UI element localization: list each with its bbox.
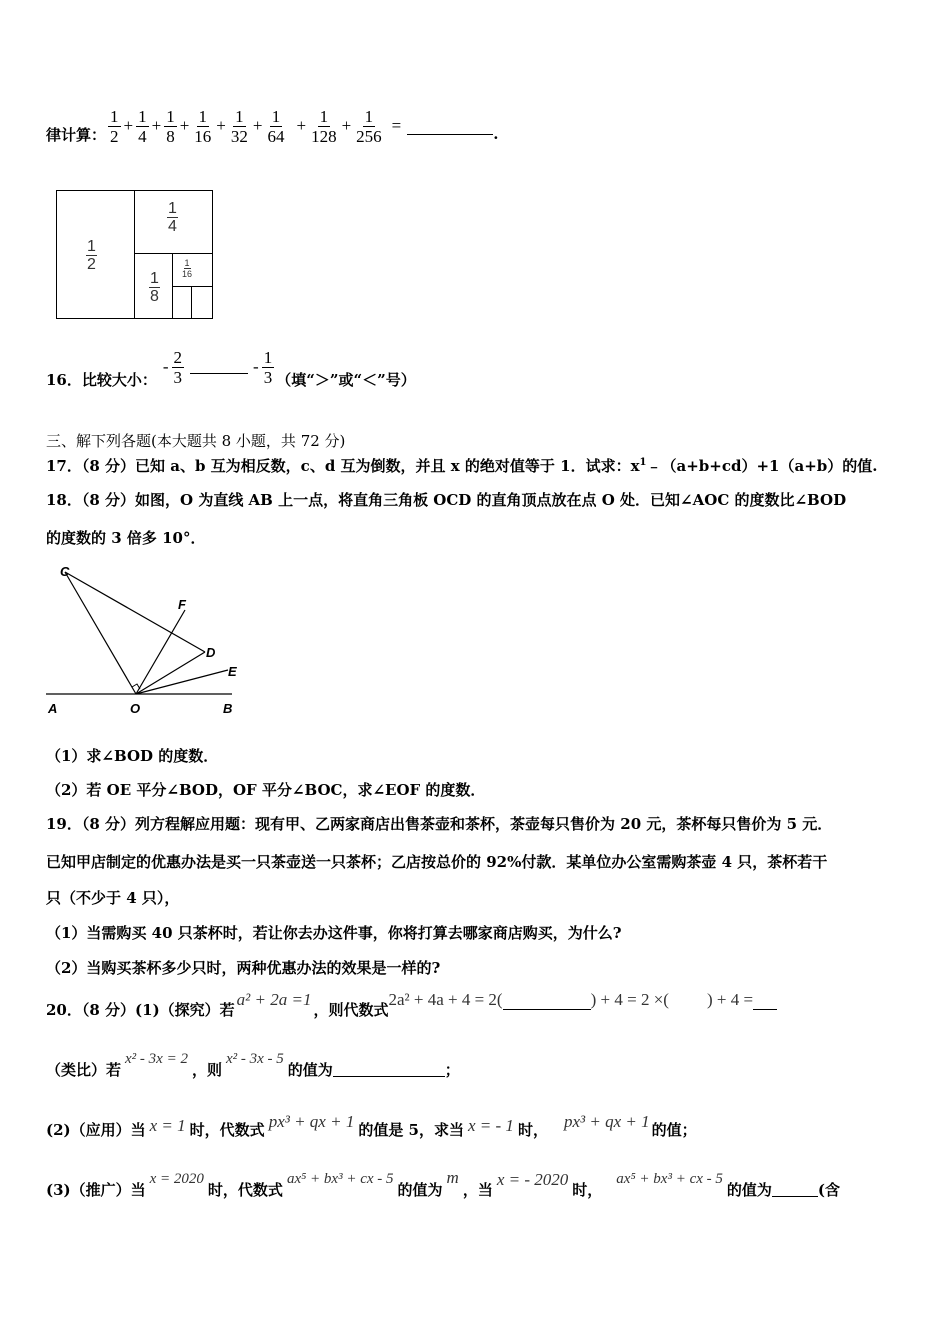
label-b: B <box>223 701 233 716</box>
label-sixteenth: 1 16 <box>182 258 193 279</box>
label-f: F <box>178 597 186 612</box>
q20-blank-2 <box>753 1009 777 1010</box>
expr-ax5-b: ax⁵ + bx³ + cx - 5 <box>616 1171 723 1187</box>
q18-sub1: （1）求∠BOD 的度数． <box>46 747 219 765</box>
line-oc <box>65 572 136 694</box>
q16-suffix: （填“＞”或“＜”号） <box>276 370 416 389</box>
expr-px3-qx-1-a: px³ + qx + 1 <box>268 1112 355 1131</box>
section3-title: 三、解下列各题(本大题共 8 小题，共 72 分) <box>46 432 346 450</box>
line-of <box>136 610 185 694</box>
fraction-1-4: $\frac{1}{4}$ <box>138 106 147 146</box>
q16-line: 16．比较大小： - $\frac{2}{3}$ - $\frac{1}{3}$ （填“＞”或“＜”号） <box>46 347 416 389</box>
square-rest-divider <box>191 286 213 319</box>
q16-prefix: 16．比较大小： <box>46 370 157 389</box>
expr-a2-2a: a² + 2a =1 <box>236 990 312 1009</box>
q15-square-figure <box>56 190 213 319</box>
q18-angle-figure <box>40 560 250 720</box>
q18-sub2: （2）若 OE 平分∠BOD，OF 平分∠BOC，求∠EOF 的度数． <box>46 781 486 799</box>
q18-line1: 18．（8 分）如图，O 为直线 AB 上一点，将直角三角板 OCD 的直角顶点放在点 O 处．已知∠AOC 的度数比∠BOD <box>46 491 847 509</box>
q19-sub2: （2）当购买茶杯多少只时，两种优惠办法的效果是一样的? <box>46 959 441 977</box>
label-a: A <box>48 701 58 716</box>
q20-line3: (2)（应用）当 x = 1 时，代数式 px³ + qx + 1 的值是 5，求当 x = - 1 时， px³ + qx + 1 的值； <box>46 1112 697 1139</box>
fraction-1-3: $\frac{1}{3}$ <box>263 347 273 387</box>
line-oe <box>136 670 228 694</box>
label-d: D <box>206 645 216 660</box>
fraction-1-64: $\frac{1}{64}$ <box>267 106 285 146</box>
expr-x2-3x-5: x² - 3x - 5 <box>225 1051 284 1067</box>
q15-line: 律计算： $\frac{1}{2}$ + $\frac{1}{4}$ + $\frac{1}{8}$ + $\frac{1}{16}$ + $\frac{1}{32}$ + $\frac{1}{64}$ + $\frac{1}{128}$ + $\frac{1}{256}$ = . <box>46 106 499 146</box>
fraction-1-128: $\frac{1}{128}$ <box>311 106 337 146</box>
label-eighth: 1 8 <box>150 270 159 305</box>
label-o: O <box>130 701 141 716</box>
q18-line2: 的度数的 3 倍多 10°． <box>46 529 206 547</box>
expr-ax5-a: ax⁵ + bx³ + cx - 5 <box>286 1171 394 1187</box>
q20-line4: (3)（推广）当 x = 2020 时，代数式 ax⁵ + bx³ + cx - 5 的值为 m ，当 x = - 2020 时， ax⁵ + bx³ + cx - 5 的值为 (含 <box>46 1168 841 1199</box>
q15-answer-blank <box>407 134 493 135</box>
fraction-2-3: $\frac{2}{3}$ <box>173 347 183 387</box>
expr-x2-3x-2: x² - 3x = 2 <box>125 1051 188 1067</box>
expr-x-eq-neg2020: x = - 2020 <box>496 1170 569 1189</box>
label-e: E <box>228 664 237 679</box>
expr-x-eq-2020: x = 2020 <box>149 1171 204 1187</box>
fraction-1-256: $\frac{1}{256}$ <box>356 106 382 146</box>
q15-prefix: 律计算： <box>46 125 107 144</box>
expr-x-eq-neg1: x = - 1 <box>468 1116 514 1135</box>
label-half: 1 2 <box>87 238 96 273</box>
expr-m: m <box>446 1168 459 1187</box>
label-quarter: 1 4 <box>168 200 177 235</box>
q19-line3: 只（不少于 4 只）， <box>46 889 180 907</box>
fraction-1-16: $\frac{1}{16}$ <box>194 106 212 146</box>
fraction-1-8: $\frac{1}{8}$ <box>166 106 175 146</box>
expr-2a2-4a-4: 2a² + 4a + 4 = 2( <box>388 990 503 1009</box>
fraction-1-32: $\frac{1}{32}$ <box>230 106 248 146</box>
q19-sub1: （1）当需购买 40 只茶杯时，若让你去办这件事，你将打算去哪家商店购买，为什么? <box>46 924 622 942</box>
line-od <box>136 652 205 694</box>
q20-blank-1 <box>503 1009 591 1010</box>
q19-line2: 已知甲店制定的优惠办法是买一只茶壶送一只茶杯；乙店按总价的 92%付款．某单位办公室需购茶壶 4 只，茶杯若干 <box>46 853 828 871</box>
q19-line1: 19．（8 分）列方程解应用题：现有甲、乙两家商店出售茶壶和茶杯，茶壶每只售价为 20 元，茶杯每只售价为 5 元． <box>46 815 833 833</box>
label-c: C <box>60 564 70 579</box>
q20-line1: 20．（8 分）(1)（探究）若 a² + 2a =1 ，则代数式 2a² + 4a + 4 = 2( ) + 4 = 2 ×( ) + 4 = <box>46 988 777 1020</box>
q20-blank-3 <box>333 1076 445 1077</box>
fraction-1-2: $\frac{1}{2}$ <box>110 106 119 146</box>
q16-answer-blank <box>190 373 248 374</box>
q17-text: 17．（8 分）已知 a、b 互为相反数，c、d 互为倒数，并且 x 的绝对值等于 1．试求：$x^1﹣(a+b+cd)+1(a+b)$的值. <box>46 457 878 475</box>
expr-px3-qx-1-b: px³ + qx + 1 <box>563 1112 650 1131</box>
expr-x-eq-1: x = 1 <box>149 1116 186 1135</box>
q20-blank-4 <box>772 1196 818 1197</box>
q20-line2: （类比）若 x² - 3x = 2 ，则 x² - 3x - 5 的值为 ； <box>46 1051 460 1079</box>
